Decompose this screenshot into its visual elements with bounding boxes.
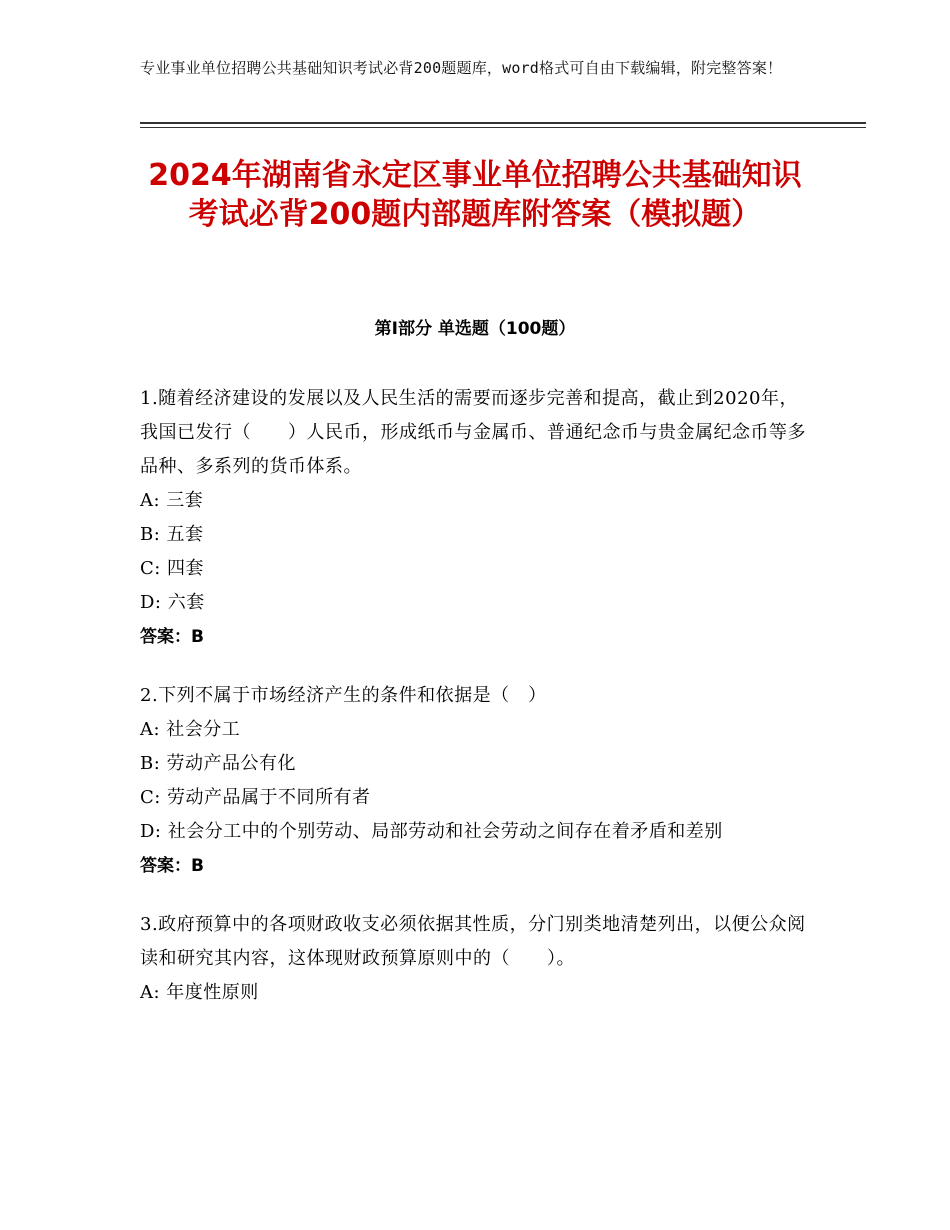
section-title: 第Ⅰ部分 单选题（100题） — [374, 319, 576, 339]
header-divider-thin — [140, 127, 866, 128]
option-c: C: 四套 — [140, 558, 205, 579]
option-d: D: 六套 — [140, 592, 205, 613]
option-a: A: 年度性原则 — [140, 982, 259, 1003]
document-title: 2024年湖南省永定区事业单位招聘公共基础知识考试必背200题内部题库附答案（模拟题） — [148, 158, 802, 232]
question-stem: 1.随着经济建设的发展以及人民生活的需要而逐步完善和提高，截止到2020年，我国已发行（ ）人民币，形成纸币与金属币、普通纪念币与贵金属纪念币等多品种、多系列的货币体系。 — [140, 388, 806, 477]
header-note: 专业事业单位招聘公共基础知识考试必背200题题库，word格式可自由下载编辑，附完整答案！ — [140, 59, 783, 77]
question-1 — [140, 382, 810, 654]
question-stem: 2.下列不属于市场经济产生的条件和依据是（ ） — [140, 685, 547, 706]
option-a: A: 三套 — [140, 490, 204, 511]
question-2 — [140, 679, 810, 883]
question-list — [140, 382, 810, 1035]
option-b: B: 劳动产品公有化 — [140, 753, 297, 774]
option-a: A: 社会分工 — [140, 719, 241, 740]
option-c: C: 劳动产品属于不同所有者 — [140, 787, 371, 808]
option-b: B: 五套 — [140, 524, 204, 545]
answer: 答案：B — [140, 627, 204, 647]
answer: 答案：B — [140, 856, 204, 876]
question-stem: 3.政府预算中的各项财政收支必须依据其性质，分门别类地清楚列出，以便公众阅读和研究其内容，这体现财政预算原则中的（ ）。 — [140, 914, 806, 969]
question-3 — [140, 908, 810, 1010]
header-divider-thick — [140, 122, 866, 124]
option-d: D: 社会分工中的个别劳动、局部劳动和社会劳动之间存在着矛盾和差别 — [140, 821, 723, 842]
